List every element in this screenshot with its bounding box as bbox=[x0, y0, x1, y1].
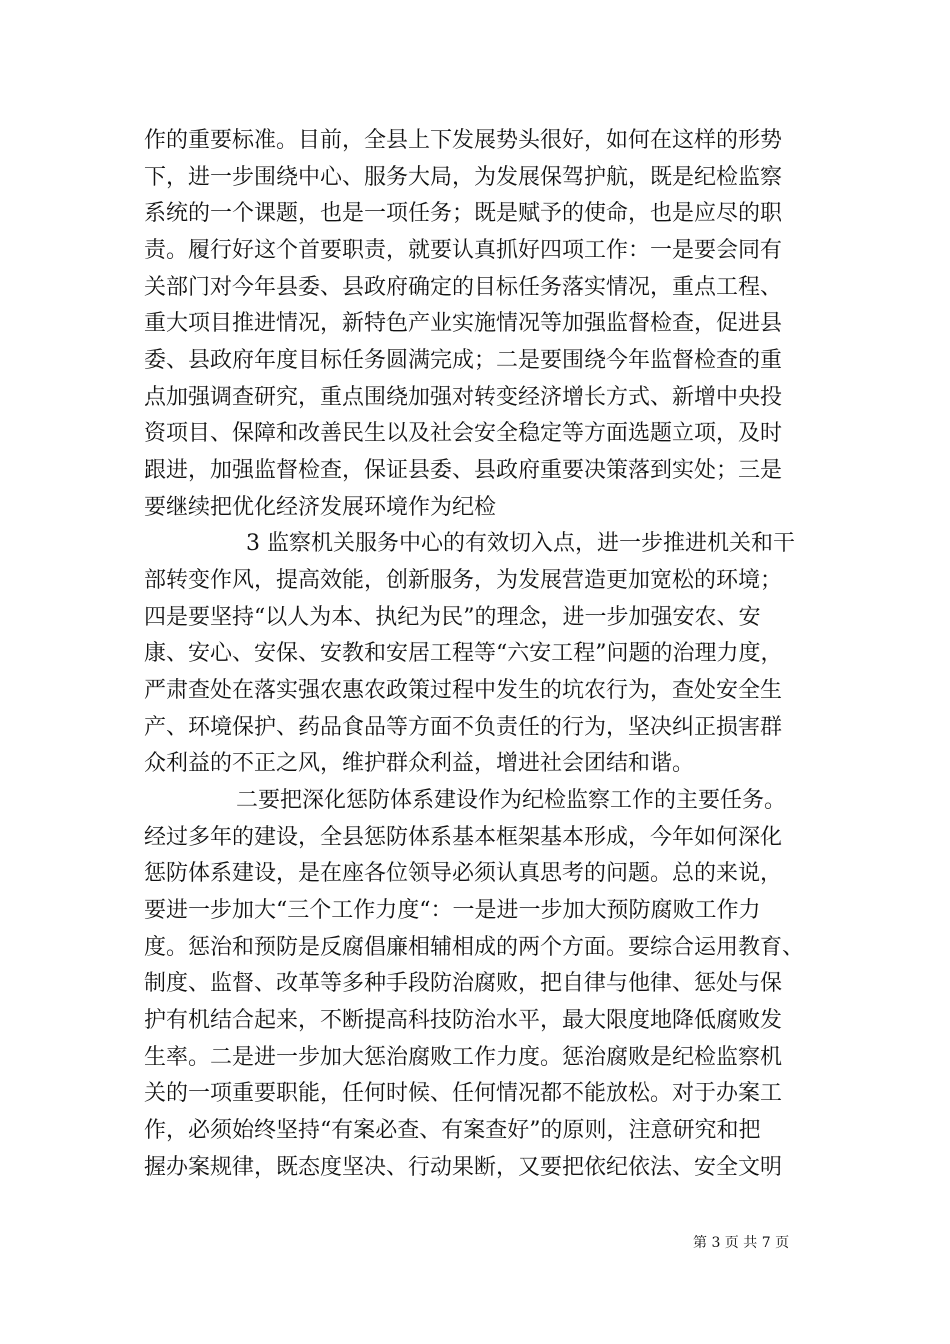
text-line: 严肃查处在落实强农惠农政策过程中发生的坑农行为，查处安全生 bbox=[144, 678, 783, 703]
text-line: 关部门对今年县委、县政府确定的目标任务落实情况，重点工程、 bbox=[144, 275, 783, 300]
text-line: 资项目、保障和改善民生以及社会安全稳定等方面选题立项，及时 bbox=[144, 421, 783, 446]
text-line: 作的重要标准。目前，全县上下发展势头很好，如何在这样的形势 bbox=[144, 128, 783, 153]
text-line: 作，必须始终坚持“有案必查、有案查好”的原则，注意研究和把 bbox=[144, 1118, 761, 1143]
text-line: 责。履行好这个首要职责，就要认真抓好四项工作：一是要会同有 bbox=[144, 238, 783, 263]
text-line: 跟进，加强监督检查，保证县委、县政府重要决策落到实处；三是 bbox=[144, 458, 783, 483]
text-line: 产、环境保护、药品食品等方面不负责任的行为，坚决纠正损害群 bbox=[144, 715, 783, 740]
text-line: 制度、监督、改革等多种手段防治腐败，把自律与他律、惩处与保 bbox=[144, 971, 783, 996]
text-line: 下，进一步围绕中心、服务大局，为发展保驾护航，既是纪检监察 bbox=[144, 165, 783, 190]
text-line: 惩防体系建设，是在座各位领导必须认真思考的问题。总的来说， bbox=[144, 861, 783, 886]
text-line: 关的一项重要职能，任何时候、任何情况都不能放松。对于办案工 bbox=[144, 1081, 783, 1106]
page-number: 第 3 页 共 7 页 bbox=[693, 1235, 790, 1251]
text-line: 生率。二是进一步加大惩治腐败工作力度。惩治腐败是纪检监察机 bbox=[144, 1045, 783, 1070]
text-line: 护有机结合起来，不断提高科技防治水平，最大限度地降低腐败发 bbox=[144, 1008, 783, 1033]
text-line: 委、县政府年度目标任务圆满完成；二是要围绕今年监督检查的重 bbox=[144, 348, 783, 373]
text-line: 要进一步加大“三个工作力度“：一是进一步加大预防腐败工作力 bbox=[144, 898, 761, 923]
paragraph-first-line: 3 监察机关服务中心的有效切入点，进一步推进机关和干 bbox=[246, 531, 795, 556]
text-line: 度。惩治和预防是反腐倡廉相辅相成的两个方面。要综合运用教育、 bbox=[144, 935, 805, 960]
paragraph-heading-line: 二要把深化惩防体系建设作为纪检监察工作的主要任务。 bbox=[236, 788, 787, 813]
text-line: 四是要坚持“以人为本、执纪为民”的理念，进一步加强安农、安 bbox=[144, 605, 761, 630]
text-line: 点加强调查研究，重点围绕加强对转变经济增长方式、新增中央投 bbox=[144, 385, 783, 410]
text-line: 握办案规律，既态度坚决、行动果断，又要把依纪依法、安全文明 bbox=[144, 1155, 783, 1180]
text-line: 经过多年的建设，全县惩防体系基本框架基本形成，今年如何深化 bbox=[144, 825, 783, 850]
text-line: 康、安心、安保、安教和安居工程等“六安工程”问题的治理力度， bbox=[144, 641, 783, 666]
text-line: 众利益的不正之风，维护群众利益，增进社会团结和谐。 bbox=[144, 751, 695, 776]
text-line: 重大项目推进情况，新特色产业实施情况等加强监督检查，促进县 bbox=[144, 311, 783, 336]
text-line: 部转变作风，提高效能，创新服务，为发展营造更加宽松的环境； bbox=[144, 568, 783, 593]
text-line: 要继续把优化经济发展环境作为纪检 bbox=[144, 495, 497, 520]
text-line: 系统的一个课题，也是一项任务；既是赋予的使命，也是应尽的职 bbox=[144, 201, 783, 226]
